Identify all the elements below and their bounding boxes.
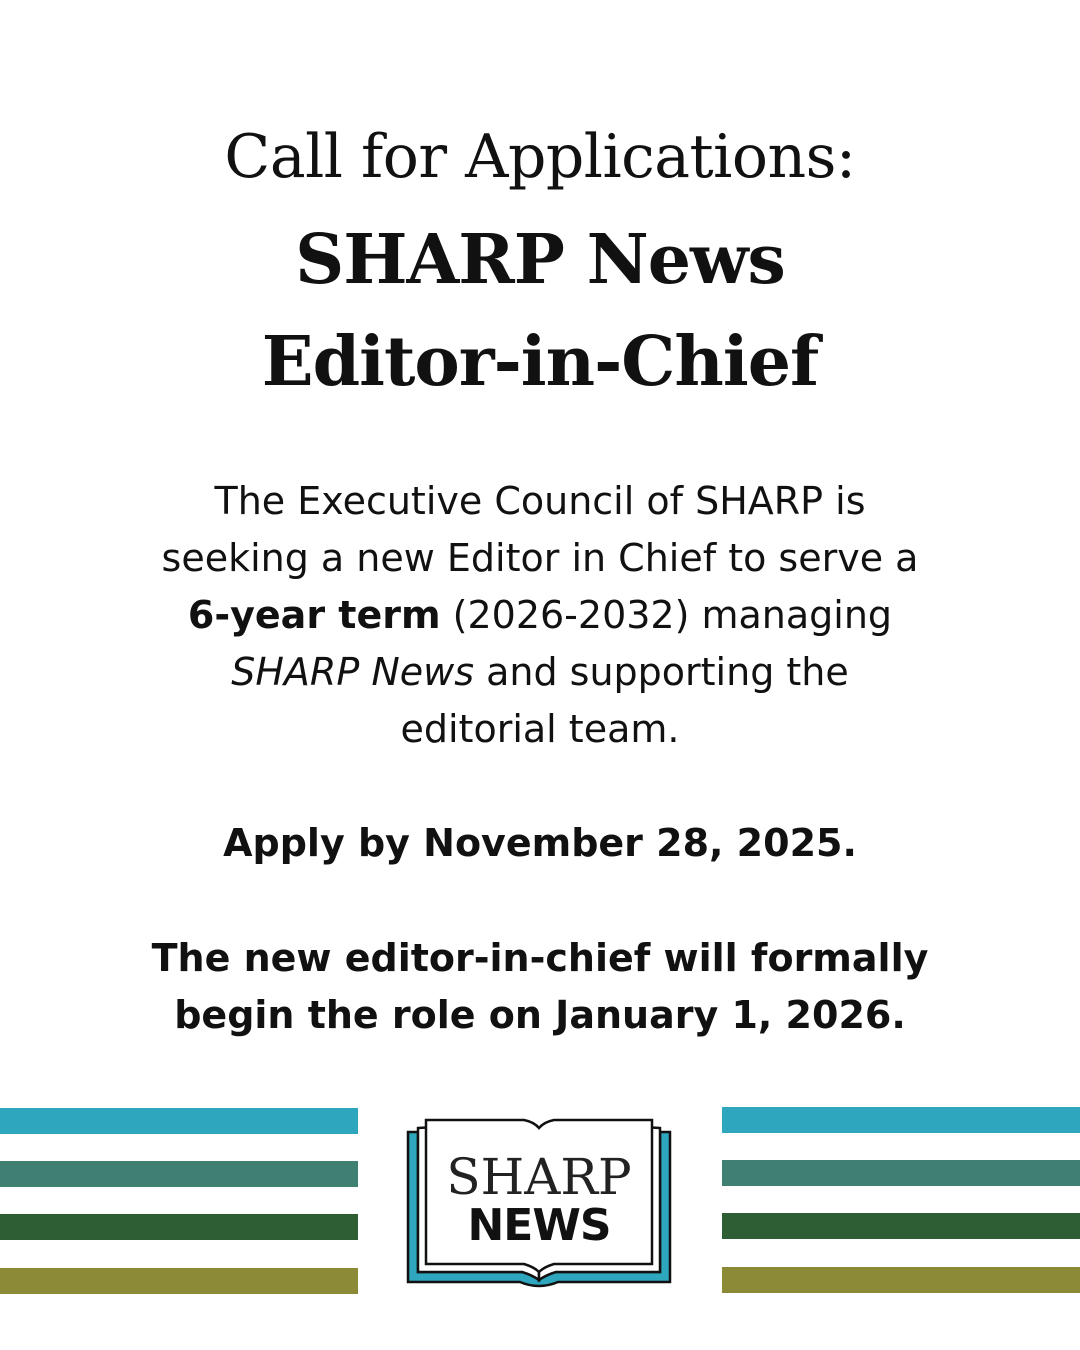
- start-line: begin the role on January 1, 2026.: [174, 993, 906, 1037]
- term-years: (2026-2032) managing: [440, 593, 893, 637]
- stripe-right-olive: [722, 1267, 1080, 1293]
- logo-word-sharp: SHARP: [446, 1148, 632, 1206]
- description-line: The Executive Council of SHARP is: [214, 479, 866, 523]
- application-deadline: Apply by November 28, 2025.: [223, 821, 857, 865]
- title-call-for-applications: Call for Applications:: [224, 122, 856, 192]
- term-length: 6-year term: [187, 593, 441, 637]
- description-line: [0, 587, 1080, 644]
- description-line: [0, 644, 1080, 701]
- description-line: seeking a new Editor in Chief to serve a: [161, 536, 919, 580]
- stripe-left-dark-green: [0, 1214, 358, 1240]
- logo-word-news: NEWS: [467, 1200, 611, 1251]
- stripe-right-green-teal: [722, 1160, 1080, 1186]
- description-line: editorial team.: [400, 707, 680, 751]
- stripe-right-teal: [722, 1107, 1080, 1133]
- stripe-right-dark-green: [722, 1213, 1080, 1239]
- description-fragment: and supporting the: [474, 650, 849, 694]
- start-date-notice: [0, 930, 1080, 1044]
- title-editor-in-chief: Editor-in-Chief: [261, 322, 819, 402]
- stripe-left-olive: [0, 1268, 358, 1294]
- description-paragraph: [0, 473, 1080, 758]
- publication-name: SHARP News: [231, 650, 475, 694]
- stripe-left-green-teal: [0, 1161, 358, 1187]
- sharp-news-book-logo: [404, 1112, 674, 1290]
- stripe-left-teal: [0, 1108, 358, 1134]
- start-line: The new editor-in-chief will formally: [151, 936, 929, 980]
- title-sharp-news: SHARP News: [295, 220, 785, 300]
